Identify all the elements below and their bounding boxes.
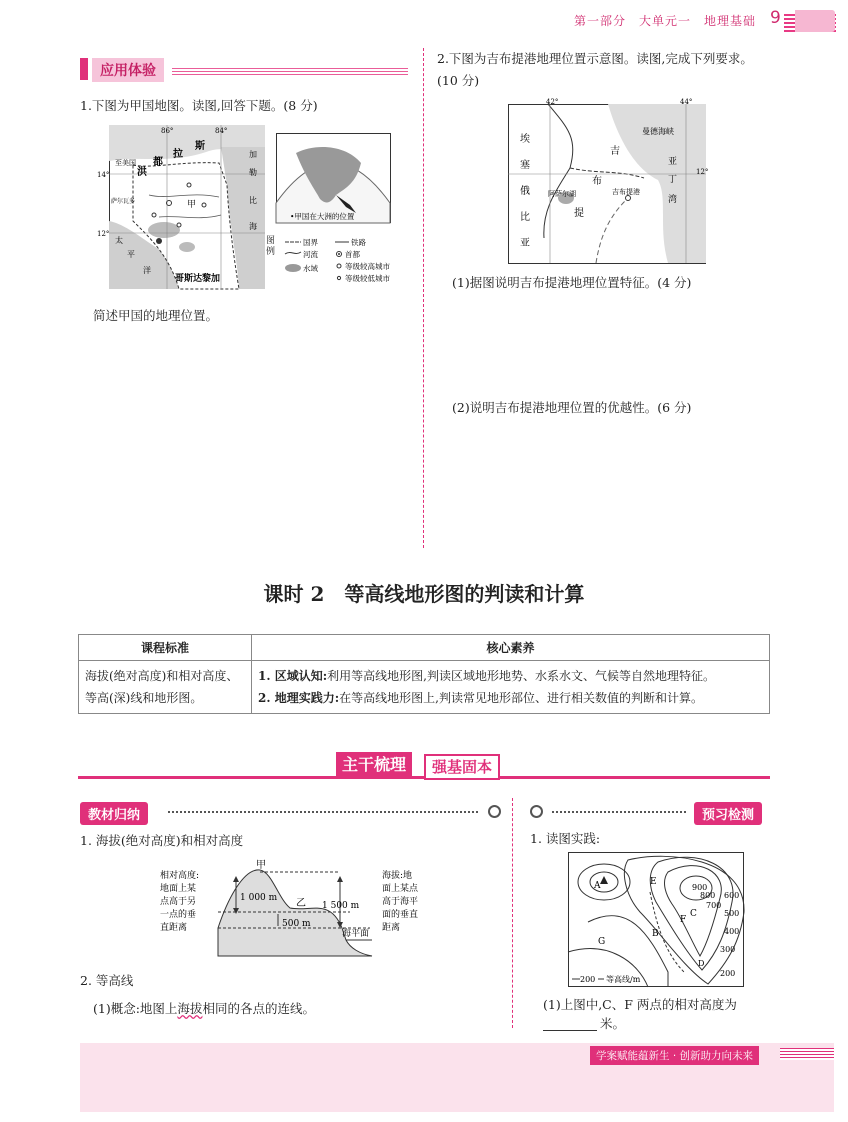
lesson-title: 课时 2 等高线地形图的判读和计算 (263, 582, 585, 606)
svg-text:河流: 河流 (303, 250, 318, 259)
label-textbook: 教材归纳 (80, 802, 148, 825)
svg-text:300: 300 (720, 945, 736, 954)
svg-text:湾: 湾 (668, 195, 678, 205)
dotted-leader (552, 811, 686, 813)
svg-text:F: F (680, 915, 687, 925)
question-2: 2.下图为吉布提港地理位置示意图。读图,完成下列要求。(10 分) (437, 51, 753, 88)
preview-question-sub1: (1)上图中,C、F 两点的相对高度为 (543, 997, 737, 1012)
map-label: 至美国 (115, 159, 136, 167)
banner-sub: 强基固本 (424, 754, 500, 780)
label-preview: 预习检测 (694, 802, 762, 825)
svg-text:等级较低城市: 等级较低城市 (345, 274, 390, 283)
heading-contour: 2. 等高线 (80, 973, 134, 988)
svg-text:600: 600 (724, 891, 740, 900)
map-label: 太 (115, 236, 123, 245)
country-map (97, 125, 265, 289)
svg-text:高于海平: 高于海平 (382, 897, 419, 907)
question-2-sub2: (2)说明吉布提港地理位置的优越性。(6 分) (452, 400, 692, 415)
map-label: 勒 (249, 168, 257, 177)
map-label: 海 (249, 222, 257, 231)
lat-label: 14° (97, 171, 110, 179)
map-label: 洪 (137, 167, 147, 178)
contour-definition: (1)概念:地图上海拔相同的各点的连线。 (93, 1001, 315, 1016)
svg-text:直距离: 直距离 (160, 923, 188, 933)
svg-text:A: A (594, 881, 601, 891)
svg-text:曼德海峡: 曼德海峡 (642, 127, 674, 136)
svg-text:等级较高城市: 等级较高城市 (345, 262, 390, 271)
map-label: 加 (249, 150, 257, 159)
table-header-standard: 课程标准 (79, 635, 252, 661)
column-divider (512, 798, 513, 1028)
svg-text:42°: 42° (546, 98, 559, 106)
column-divider (423, 48, 424, 548)
lat-label: 12° (97, 230, 110, 238)
map-label: 拉 (173, 149, 183, 160)
svg-text:水域: 水域 (303, 264, 318, 273)
svg-text:塞: 塞 (520, 160, 530, 171)
table-cell-literacy: 1. 区域认知:利用等高线地形图,判读区域地形地势、水系水文、气候等自然地理特征。 2. 地理实践力:在等高线地形图上,判读常见地形部位、进行相关数值的判断和计算。 (252, 661, 770, 714)
svg-text:E: E (650, 877, 657, 887)
heading-altitude: 1. 海拔(绝对高度)和相对高度 (80, 833, 244, 848)
footer-slogan: 学案赋能蕴新生 · 创新助力向未来 (590, 1046, 759, 1065)
map-label: 甲 (187, 200, 197, 210)
question-1: 1.下图为甲国地图。读图,回答下题。(8 分) (80, 98, 318, 113)
svg-text:500: 500 (724, 909, 740, 918)
svg-text:点高于另: 点高于另 (160, 897, 197, 907)
svg-text:丁: 丁 (668, 175, 678, 185)
svg-text:400: 400 (724, 927, 740, 936)
svg-text:700: 700 (706, 901, 722, 910)
table-cell-standard: 海拔(绝对高度)和相对高度、等高(深)线和地形图。 (79, 661, 252, 714)
svg-text:提: 提 (574, 208, 584, 219)
svg-text:乙: 乙 (296, 898, 306, 909)
altitude-diagram (160, 858, 422, 958)
svg-text:200: 200 (580, 975, 596, 984)
section-divider (172, 68, 408, 76)
svg-text:亚: 亚 (668, 157, 678, 167)
map-label: 洋 (143, 266, 151, 275)
page-number: 9 (770, 8, 781, 28)
svg-text:埃: 埃 (520, 134, 530, 145)
inset-caption: •甲国在大洲的位置 (290, 212, 355, 221)
svg-text:海拔:地: 海拔:地 (382, 871, 413, 881)
preview-question-1: 1. 读图实践: (530, 831, 601, 846)
svg-text:吉: 吉 (610, 146, 620, 157)
svg-text:吉布提港: 吉布提港 (612, 188, 640, 196)
map-label: 平 (127, 250, 135, 259)
svg-text:500 m: 500 m (282, 919, 311, 929)
svg-text:C: C (690, 909, 697, 919)
svg-text:比: 比 (520, 212, 530, 223)
svg-text:1 500 m: 1 500 m (322, 901, 360, 911)
circle-marker (488, 805, 501, 818)
map-label: 萨尔瓦多 (111, 198, 136, 205)
map-label: 斯 (195, 141, 205, 152)
svg-text:甲: 甲 (256, 860, 266, 871)
svg-text:200: 200 (720, 969, 736, 978)
svg-text:首都: 首都 (345, 250, 360, 259)
lon-label: 84° (215, 127, 228, 135)
legend-title: 图例 (266, 236, 276, 257)
table-header-literacy: 核心素养 (252, 635, 770, 661)
footer-decoration (780, 1048, 834, 1060)
svg-text:面的垂直: 面的垂直 (382, 910, 419, 920)
question-1-prompt: 简述甲国的地理位置。 (93, 308, 219, 323)
svg-text:等高线/m: 等高线/m (606, 975, 641, 984)
svg-text:相对高度:: 相对高度: (160, 871, 200, 881)
svg-text:12°: 12° (696, 168, 709, 176)
djibouti-map (508, 98, 708, 266)
svg-text:铁路: 铁路 (351, 238, 366, 247)
svg-text:海平面: 海平面 (342, 929, 370, 939)
svg-text:俄: 俄 (520, 186, 530, 197)
svg-text:44°: 44° (680, 98, 693, 106)
continent-inset-map (276, 133, 391, 223)
svg-text:一点的垂: 一点的垂 (160, 910, 197, 920)
lon-label: 86° (161, 127, 174, 135)
svg-text:国界: 国界 (303, 238, 318, 247)
svg-text:D: D (698, 959, 705, 968)
banner-main: 主干梳理 (336, 752, 412, 778)
svg-text:布: 布 (592, 176, 602, 187)
svg-text:亚: 亚 (520, 238, 530, 249)
svg-text:面上某点: 面上某点 (382, 884, 419, 894)
svg-text:地面上某: 地面上某 (160, 884, 197, 894)
answer-unit: 米。 (600, 1016, 626, 1031)
svg-text:阿萨尔湖: 阿萨尔湖 (548, 190, 576, 198)
answer-blank[interactable] (543, 1030, 597, 1031)
question-2-sub1: (1)据图说明吉布提港地理位置特征。(4 分) (452, 275, 692, 290)
curriculum-table (78, 634, 770, 714)
map-label: 比 (249, 196, 257, 205)
svg-text:800: 800 (700, 891, 716, 900)
contour-map (568, 852, 746, 988)
svg-text:B: B (652, 929, 659, 939)
section-marker (80, 58, 88, 80)
dotted-leader (168, 811, 478, 813)
map-legend (283, 236, 408, 288)
running-header: 第一部分 大单元一 地理基础 (573, 14, 756, 28)
circle-marker (530, 805, 543, 818)
svg-text:G: G (598, 937, 606, 947)
svg-text:距离: 距离 (382, 923, 401, 933)
section-label-application: 应用体验 (92, 58, 164, 82)
svg-text:1 000 m: 1 000 m (240, 893, 278, 903)
header-decoration-box (795, 10, 835, 32)
svg-text:900: 900 (692, 883, 708, 892)
map-label: 哥斯达黎加 (175, 274, 221, 284)
map-label: 都 (153, 157, 163, 168)
